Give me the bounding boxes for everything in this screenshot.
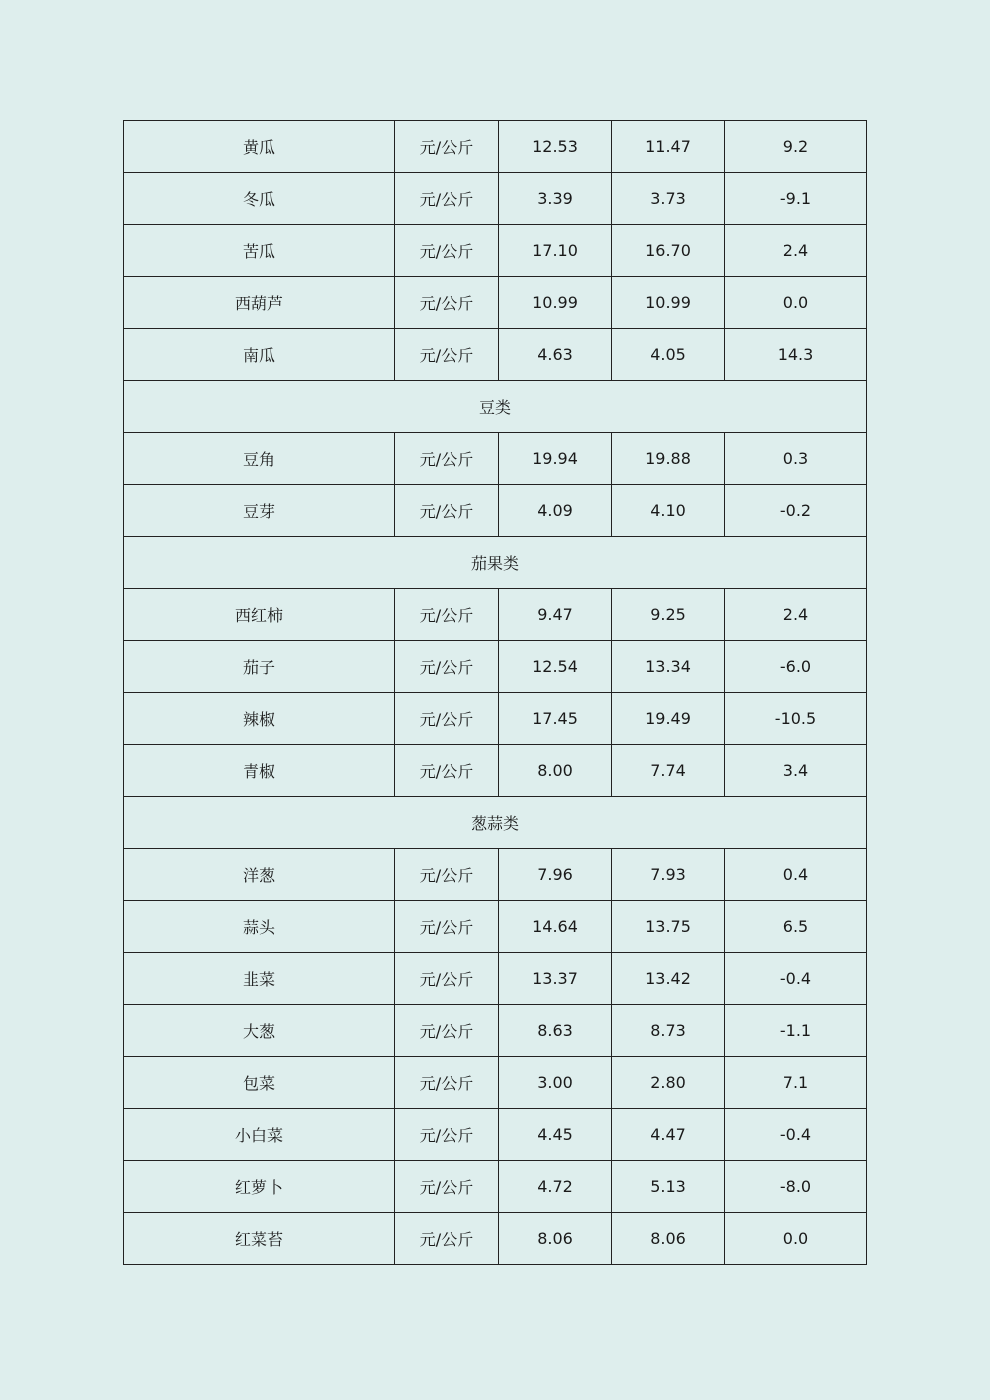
product-name-cell: 大葱 [124,1005,395,1057]
product-name-cell: 青椒 [124,745,395,797]
previous-price-cell: 7.74 [612,745,725,797]
previous-price-cell: 4.10 [612,485,725,537]
table-row [124,277,867,329]
previous-price-cell: 13.34 [612,641,725,693]
category-row [124,381,867,433]
table-row [124,589,867,641]
current-price-cell: 19.94 [499,433,612,485]
unit-cell: 元/公斤 [395,589,499,641]
change-percent-cell: -10.5 [725,693,867,745]
unit-cell: 元/公斤 [395,745,499,797]
table-row [124,433,867,485]
table-row [124,849,867,901]
product-name-cell: 红菜苔 [124,1213,395,1265]
unit-cell: 元/公斤 [395,277,499,329]
change-percent-cell: 7.1 [725,1057,867,1109]
unit-cell: 元/公斤 [395,849,499,901]
unit-cell: 元/公斤 [395,225,499,277]
product-name-cell: 黄瓜 [124,121,395,173]
change-percent-cell: -1.1 [725,1005,867,1057]
previous-price-cell: 16.70 [612,225,725,277]
unit-cell: 元/公斤 [395,121,499,173]
table-row [124,745,867,797]
change-percent-cell: 0.3 [725,433,867,485]
unit-cell: 元/公斤 [395,641,499,693]
current-price-cell: 3.39 [499,173,612,225]
previous-price-cell: 4.47 [612,1109,725,1161]
vegetable-price-table [123,120,867,1265]
change-percent-cell: -8.0 [725,1161,867,1213]
change-percent-cell: 2.4 [725,589,867,641]
table-row [124,1005,867,1057]
current-price-cell: 12.53 [499,121,612,173]
current-price-cell: 4.72 [499,1161,612,1213]
unit-cell: 元/公斤 [395,433,499,485]
table-row [124,121,867,173]
previous-price-cell: 7.93 [612,849,725,901]
previous-price-cell: 8.73 [612,1005,725,1057]
change-percent-cell: 6.5 [725,901,867,953]
category-row [124,537,867,589]
previous-price-cell: 13.75 [612,901,725,953]
current-price-cell: 9.47 [499,589,612,641]
unit-cell: 元/公斤 [395,485,499,537]
current-price-cell: 17.10 [499,225,612,277]
previous-price-cell: 11.47 [612,121,725,173]
current-price-cell: 7.96 [499,849,612,901]
previous-price-cell: 19.49 [612,693,725,745]
table-row [124,173,867,225]
category-label: 葱蒜类 [124,797,867,849]
table-row [124,901,867,953]
unit-cell: 元/公斤 [395,901,499,953]
change-percent-cell: -0.4 [725,1109,867,1161]
table-row [124,485,867,537]
category-label: 豆类 [124,381,867,433]
product-name-cell: 蒜头 [124,901,395,953]
product-name-cell: 小白菜 [124,1109,395,1161]
current-price-cell: 14.64 [499,901,612,953]
unit-cell: 元/公斤 [395,1057,499,1109]
product-name-cell: 豆芽 [124,485,395,537]
change-percent-cell: 3.4 [725,745,867,797]
previous-price-cell: 19.88 [612,433,725,485]
current-price-cell: 8.06 [499,1213,612,1265]
product-name-cell: 冬瓜 [124,173,395,225]
previous-price-cell: 3.73 [612,173,725,225]
previous-price-cell: 2.80 [612,1057,725,1109]
table-row [124,225,867,277]
change-percent-cell: 0.0 [725,277,867,329]
change-percent-cell: 14.3 [725,329,867,381]
table-row [124,1161,867,1213]
previous-price-cell: 5.13 [612,1161,725,1213]
product-name-cell: 豆角 [124,433,395,485]
current-price-cell: 4.45 [499,1109,612,1161]
current-price-cell: 17.45 [499,693,612,745]
current-price-cell: 13.37 [499,953,612,1005]
table-row [124,329,867,381]
current-price-cell: 8.63 [499,1005,612,1057]
change-percent-cell: -0.2 [725,485,867,537]
product-name-cell: 西红柿 [124,589,395,641]
category-row [124,797,867,849]
unit-cell: 元/公斤 [395,953,499,1005]
unit-cell: 元/公斤 [395,693,499,745]
table-row [124,1057,867,1109]
current-price-cell: 12.54 [499,641,612,693]
change-percent-cell: 0.0 [725,1213,867,1265]
product-name-cell: 洋葱 [124,849,395,901]
current-price-cell: 10.99 [499,277,612,329]
previous-price-cell: 4.05 [612,329,725,381]
product-name-cell: 西葫芦 [124,277,395,329]
product-name-cell: 苦瓜 [124,225,395,277]
table-row [124,693,867,745]
change-percent-cell: -0.4 [725,953,867,1005]
unit-cell: 元/公斤 [395,173,499,225]
table-row [124,953,867,1005]
product-name-cell: 红萝卜 [124,1161,395,1213]
current-price-cell: 3.00 [499,1057,612,1109]
previous-price-cell: 8.06 [612,1213,725,1265]
previous-price-cell: 10.99 [612,277,725,329]
previous-price-cell: 13.42 [612,953,725,1005]
table-row [124,641,867,693]
previous-price-cell: 9.25 [612,589,725,641]
unit-cell: 元/公斤 [395,329,499,381]
current-price-cell: 4.09 [499,485,612,537]
product-name-cell: 南瓜 [124,329,395,381]
product-name-cell: 包菜 [124,1057,395,1109]
table-row [124,1109,867,1161]
product-name-cell: 辣椒 [124,693,395,745]
change-percent-cell: 2.4 [725,225,867,277]
table-body [124,121,867,1265]
change-percent-cell: -9.1 [725,173,867,225]
unit-cell: 元/公斤 [395,1109,499,1161]
unit-cell: 元/公斤 [395,1213,499,1265]
table-row [124,1213,867,1265]
change-percent-cell: 9.2 [725,121,867,173]
change-percent-cell: 0.4 [725,849,867,901]
product-name-cell: 茄子 [124,641,395,693]
unit-cell: 元/公斤 [395,1005,499,1057]
current-price-cell: 4.63 [499,329,612,381]
product-name-cell: 韭菜 [124,953,395,1005]
category-label: 茄果类 [124,537,867,589]
unit-cell: 元/公斤 [395,1161,499,1213]
current-price-cell: 8.00 [499,745,612,797]
change-percent-cell: -6.0 [725,641,867,693]
